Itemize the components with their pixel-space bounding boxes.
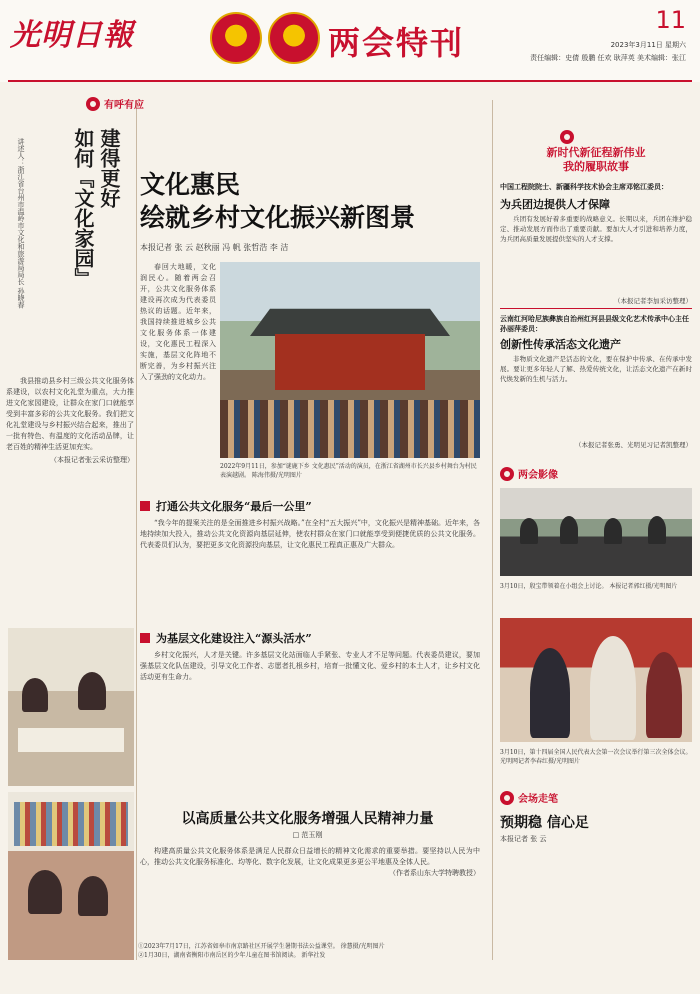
newspaper-logo: 光明日報	[10, 18, 134, 53]
photo-pavilion-roof	[250, 302, 450, 336]
photo-audience	[220, 400, 480, 458]
section-tag-left: 有呼有应	[86, 96, 144, 111]
photo-figure	[590, 636, 636, 740]
photo-figure	[648, 516, 666, 544]
section-badge-icon	[560, 130, 574, 144]
item1-credit: （本报记者李加采访整理）	[614, 297, 692, 305]
photo-figure	[78, 876, 108, 916]
feature-intro: 春回大地暖，文化润民心。随着两会召开，公共文化服务体系建设再次成为代表委员热议的话题。近年来，我国持续推进城乡公共文化服务体系一体建设，文化惠民工程深入实施，基层文化阵地不断完善，为乡村振兴注入了强劲的文化动力。	[140, 263, 216, 381]
special-edition-title: 两会特刊	[328, 24, 465, 62]
section2-text: 乡村文化振兴，人才是关键。许多基层文化站面临人手紧张、专业人才不足等问题。代表委员建议，要加强基层文化队伍建设，引导文化工作者、志愿者扎根乡村，培育一批懂文化、爱乡村的本土人才，让乡村文化活动更有生命力。	[140, 651, 480, 681]
photo-pavilion-stage	[275, 334, 425, 390]
photo-figure	[646, 652, 682, 738]
left-narrator: 讲述人：浙江省台州市温岭市文化和旅游局局长 孙晓春	[17, 138, 25, 309]
page-number: 11	[655, 6, 686, 34]
editor-credits: 责任编辑：史倩 殷鹏 任欢 耿萍英 美术编辑：张江	[530, 54, 686, 62]
feature-photo-opera-stage	[220, 262, 480, 458]
opinion-credit: （作者系山东大学特聘教授）	[389, 869, 480, 877]
item1-title: 为兵团边提供人才保障	[500, 198, 610, 211]
masthead	[0, 0, 700, 82]
section-tag-right-top	[560, 130, 574, 144]
opinion-text: 构建高质量公共文化服务体系是满足人民群众日益增长的精神文化需求的重要举措。要坚持以人民为中心，推动公共文化服务标准化、均等化、数字化发展，让文化成果更多更公平地惠及全体人民。 （作者系山东大学特聘教授）	[140, 847, 480, 877]
photo-figure	[78, 672, 106, 710]
item2-title: 创新性传承活态文化遗产	[500, 338, 621, 351]
photo-figure	[560, 516, 578, 544]
feature-photo-caption: 2022年9月11日，参加“谜鹿下乡 文化惠民”活动的演员，在浙江省湖州市长兴县乡村舞台为村民表演越剧。 陈海伟摄/光明图片	[220, 463, 477, 479]
item2-text: 非物质文化遗产是活态的文化，要在保护中传承、在传承中发展。要让更多年轻人了解、热爱传统文化，让活态文化遗产在新时代焕发新的生机与活力。	[500, 355, 692, 383]
photo-bookshelf	[14, 802, 128, 846]
issue-date: 2023年3月11日 星期六	[610, 41, 686, 49]
cppcc-emblem-icon	[268, 12, 320, 64]
photo-figure	[28, 870, 62, 914]
feature-headline: 文化惠民 绘就乡村文化振兴新图景	[140, 170, 416, 232]
item1-text: 兵团有发展好着多重要的战略意义。长期以来，兵团在维护稳定、推动发展方面作出了重要贡献。要加大人才引进和培养力度，为兵团高质量发展提供坚实的人才支撑。	[500, 215, 692, 243]
photo-figure	[520, 518, 538, 544]
photo-calligraphy-class	[8, 628, 134, 786]
left-headline: 建得更好 如何『文化家园』	[71, 128, 121, 288]
bottom-photo-captions: ①2023年7月17日，江苏省如皋市南京路社区开展学生暑期书法公益课堂。 徐慧摄/光明图片 ②1月30日，湖南省衡阳市南岳区的少年儿童在图书馆阅读。 新华社发	[138, 943, 385, 959]
item3-byline: 本报记者 张 云	[500, 835, 547, 843]
photo1-caption: 3月10日，殷宝带领着在小组会上讨论。 本报记者郭红摄/光明图片	[500, 583, 678, 590]
opinion-headline: 以高质量公共文化服务增强人民精神力量	[181, 811, 434, 827]
item3-title: 预期稳 信心足	[500, 815, 589, 831]
left-credit: （本报记者张云采访整理）	[50, 456, 134, 464]
photo-figure	[604, 518, 622, 544]
photo-library-reading	[8, 792, 134, 960]
photo-group-discussion	[500, 488, 692, 576]
photo-desk	[18, 728, 124, 752]
masthead-rule	[8, 80, 692, 82]
section-badge-icon	[500, 467, 514, 481]
opinion-byline: □ 范玉刚	[292, 831, 323, 839]
subhead-source-water: 为基层文化建设注入“源头活水”	[140, 630, 475, 646]
section1-text: “我今年的提案关注的是全面推进乡村振兴战略。”在全村“五大振兴”中，文化振兴是精神基础。近年来，各地持续加大投入，推动公共文化资源向基层延伸，使农村群众在家门口就能享受到便捷优质的公共文化服务。代表委员们认为，要把更多文化资源投向基层，让文化惠民工程真正惠及广大群众。	[140, 519, 480, 549]
section-tag-session-notes: 会场走笔	[500, 790, 558, 805]
subhead-marker	[140, 633, 150, 643]
section-badge-icon	[500, 791, 514, 805]
national-emblem-icon	[210, 12, 262, 64]
feature-byline: 本报记者 张 云 赵秋丽 冯 帆 张哲浩 李 洁	[140, 243, 289, 252]
left-commentary	[6, 108, 134, 618]
photo-figure	[22, 678, 48, 712]
subhead-last-mile: 打通公共文化服务“最后一公里”	[140, 498, 475, 514]
left-body-text: 我县推动县乡村三级公共文化服务体系建设，以农村文化礼堂为重点，大力推进文化家园建设，让群众在家门口就能享受到丰富多彩的公共文化服务。我们把文化礼堂建设与乡村振兴结合起来，推出了一批有特色、有温度的文化活动品牌，让老百姓的精神生活更加充实。 （本报记者张云采访整理）	[6, 377, 134, 464]
subhead-marker	[140, 501, 150, 511]
photo-delegates-plenary	[500, 618, 692, 742]
column-divider	[136, 100, 137, 960]
right-divider	[500, 308, 692, 309]
photo-figure	[530, 648, 570, 738]
column-divider	[492, 100, 493, 960]
right-column-kicker: 新时代新征程新伟业 我的履职故事	[546, 146, 646, 173]
photo2-caption: 3月10日，第十四届全国人民代表大会第一次会议举行第三次全体会议。 光明网记者李春红摄/光明图片	[500, 749, 692, 765]
item1-kicker: 中国工程院院士、新疆科学技术协会主席邓铭江委员：	[500, 183, 668, 191]
item2-kicker: 云南红河哈尼族彝族自治州红河县县级文化艺术传承中心主任孙丽萍委员：	[500, 315, 689, 333]
item2-credit: （本报记者张勇、光明见习记者凯整理）	[575, 441, 692, 449]
section-tag-photos: 两会影像	[500, 466, 558, 481]
